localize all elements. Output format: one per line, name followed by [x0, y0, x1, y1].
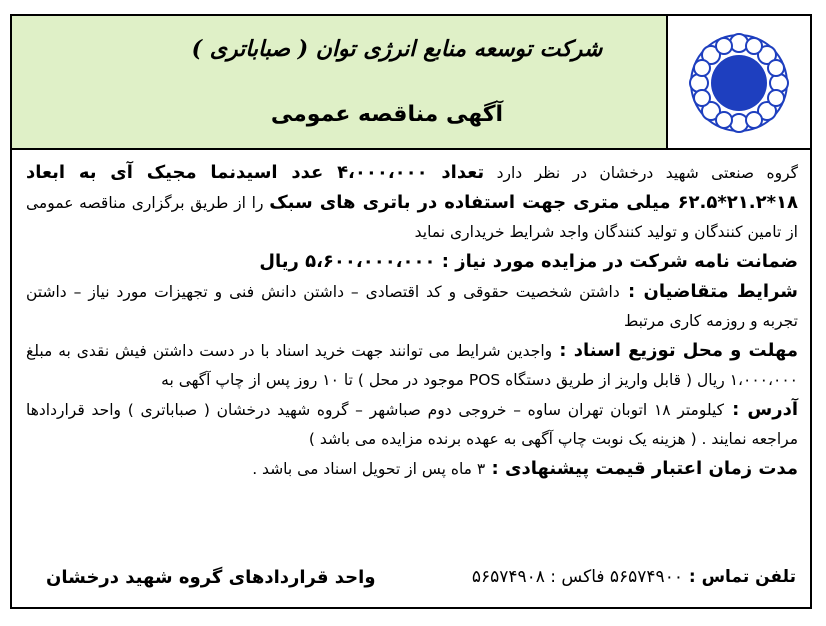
guarantee-label: ضمانت نامه شرکت در مزایده مورد نیاز : — [435, 251, 798, 272]
phone-number: ۵۶۵۷۴۹۰۰ — [609, 567, 683, 587]
fax-number: ۵۶۵۷۴۹۰۸ — [471, 567, 545, 587]
announcement-title: آگهی مناقصه عمومی — [270, 102, 504, 127]
announcement-body — [12, 150, 810, 607]
distribution-paragraph — [26, 336, 798, 395]
validity-label: مدت زمان اعتبار قیمت پیشنهادی : — [485, 458, 798, 479]
distribution-text: واجدین شرایط می توانند جهت خرید اسناد با در دست داشتن فیش نقدی به مبلغ ۱،۰۰۰،۰۰۰ ریال ( قابل واریز از طریق دستگاه POS موجود در محل ) تا ۱۰ روز پس از چاپ آگهی به — [26, 342, 798, 389]
contracts-unit: واحد قراردادهای گروه شهید درخشان — [46, 567, 376, 588]
guarantee-line — [26, 247, 798, 277]
distribution-label: مهلت و محل توزیع اسناد : — [552, 340, 798, 361]
validity-text: ۳ ماه پس از تحویل اسناد می باشد . — [252, 460, 486, 478]
logo-box — [666, 16, 810, 148]
contact-footer — [12, 567, 810, 597]
intro-text-1: گروه صنعتی شهید درخشان در نظر دارد — [484, 164, 798, 182]
conditions-text: داشتن شخصیت حقوقی و کد اقتصادی – داشتن دانش فنی و تجهیزات مورد نیاز – داشتن تجربه و روزمه کاری مرتبط — [26, 283, 798, 330]
announcement-frame — [10, 14, 812, 609]
validity-line — [26, 454, 798, 484]
phone-label: تلفن تماس : — [682, 567, 796, 587]
intro-text-3: را از طریق برگزاری مناقصه عمومی از تامین کنندگان و تولید کنندگان واجد شرایط خریداری نماید — [26, 194, 798, 241]
address-text: کیلومتر ۱۸ اتوبان تهران ساوه – خروجی دوم صباشهر – گروه شهید درخشان ( صباباتری ) واحد قراردادها مراجعه نمایند . ( هزینه یک نوبت چاپ آگهی به عهده برنده مزایده می باشد ) — [26, 401, 798, 448]
header — [12, 16, 810, 150]
conditions-paragraph — [26, 277, 798, 336]
guarantee-value: ۵،۶۰۰،۰۰۰،۰۰۰ ریال — [259, 251, 436, 272]
conditions-label: شرایط متقاضیان : — [619, 281, 798, 302]
intro-item-spec: تعداد ۴،۰۰۰،۰۰۰ عدد اسیدنما مجیک آی به ابعاد ۱۸*۲۱.۲*۶۲.۵ میلی متری جهت استفاده در باتری های سبک — [26, 162, 798, 213]
fax-label: فاکس : — [544, 567, 610, 587]
intro-paragraph — [26, 158, 798, 247]
company-name: شرکت توسعه منابع انرژی توان ( صباباتری ) — [191, 36, 603, 62]
address-paragraph — [26, 395, 798, 454]
contact-line — [472, 567, 796, 587]
flower-logo-icon — [686, 30, 792, 136]
address-label: آدرس : — [724, 399, 799, 420]
